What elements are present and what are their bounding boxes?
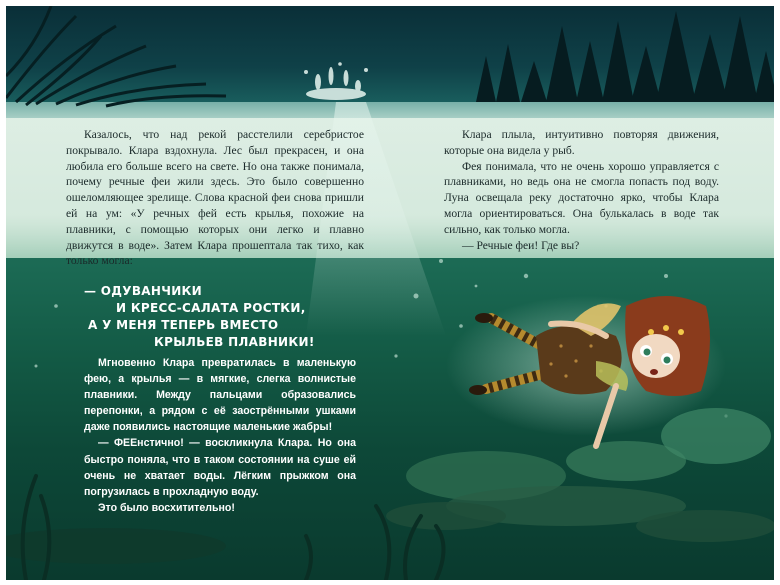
right-page-text xyxy=(444,127,719,253)
right-paragraph-3: — Речные феи! Где вы? xyxy=(462,238,580,252)
right-paragraph-2: Фея понимала, что не очень хорошо управляется с плавниками, но ведь она не смогла попасть под воду. Луна освещала реку достаточно ярко, чтобы Клара могла ориентироваться. Она булькалась в воде так сильно, как только могла. xyxy=(444,159,719,236)
right-paragraph-1: Клара плыла, интуитивно повторяя движения, которые она видела у рыб. xyxy=(444,128,719,157)
book-spread xyxy=(6,6,774,580)
left-paragraph: Казалось, что над рекой расстелили серебристое покрывало. Клара вздохнула. Лес был прекрасен, и она любила его больше всего на свете. Но она также понимала, почему речные феи жили здесь. Это было совершенно ошеломляющее зрелище. Слова красной феи снова пришли ей на ум: «У речных фей есть крылья, похожие на плавники, с помощью которых они легко и плавно движутся в воде». Затем Клара прошептала так тихо, как только могла: xyxy=(66,128,364,268)
verse-line-4: КРЫЛЬЕВ ПЛАВНИКИ! xyxy=(154,335,315,349)
verse-line-3: А У МЕНЯ ТЕПЕРЬ ВМЕСТО xyxy=(88,318,279,332)
shore-grass xyxy=(6,6,226,106)
transformation-paragraph: Мгновенно Клара превратилась в маленькую фею, а крылья — в мягкие, слегка волнистые плавники. Между пальцами образовались перепонки, а рядом с её заострёнными ушками даже появились настоящие маленькие жабры! xyxy=(84,357,356,434)
magic-verse xyxy=(84,283,352,351)
delight-paragraph: Это было восхитительно! xyxy=(98,501,235,514)
left-page-white-text xyxy=(84,355,356,516)
left-page-text xyxy=(66,127,364,269)
verse-line-2: И КРЕСС-САЛАТА РОСТКИ, xyxy=(116,301,306,315)
pine-trees xyxy=(476,11,774,102)
exclamation-paragraph: — ФЕЕнстично! — воскликнула Клара. Но она быстро поняла, что в таком состоянии на суше ей очень не хватает воды. Лёгким прыжком она погрузилась в прохладную воду. xyxy=(84,437,356,498)
water-splash xyxy=(304,62,368,100)
verse-line-1: — ОДУВАНЧИКИ xyxy=(84,284,202,298)
